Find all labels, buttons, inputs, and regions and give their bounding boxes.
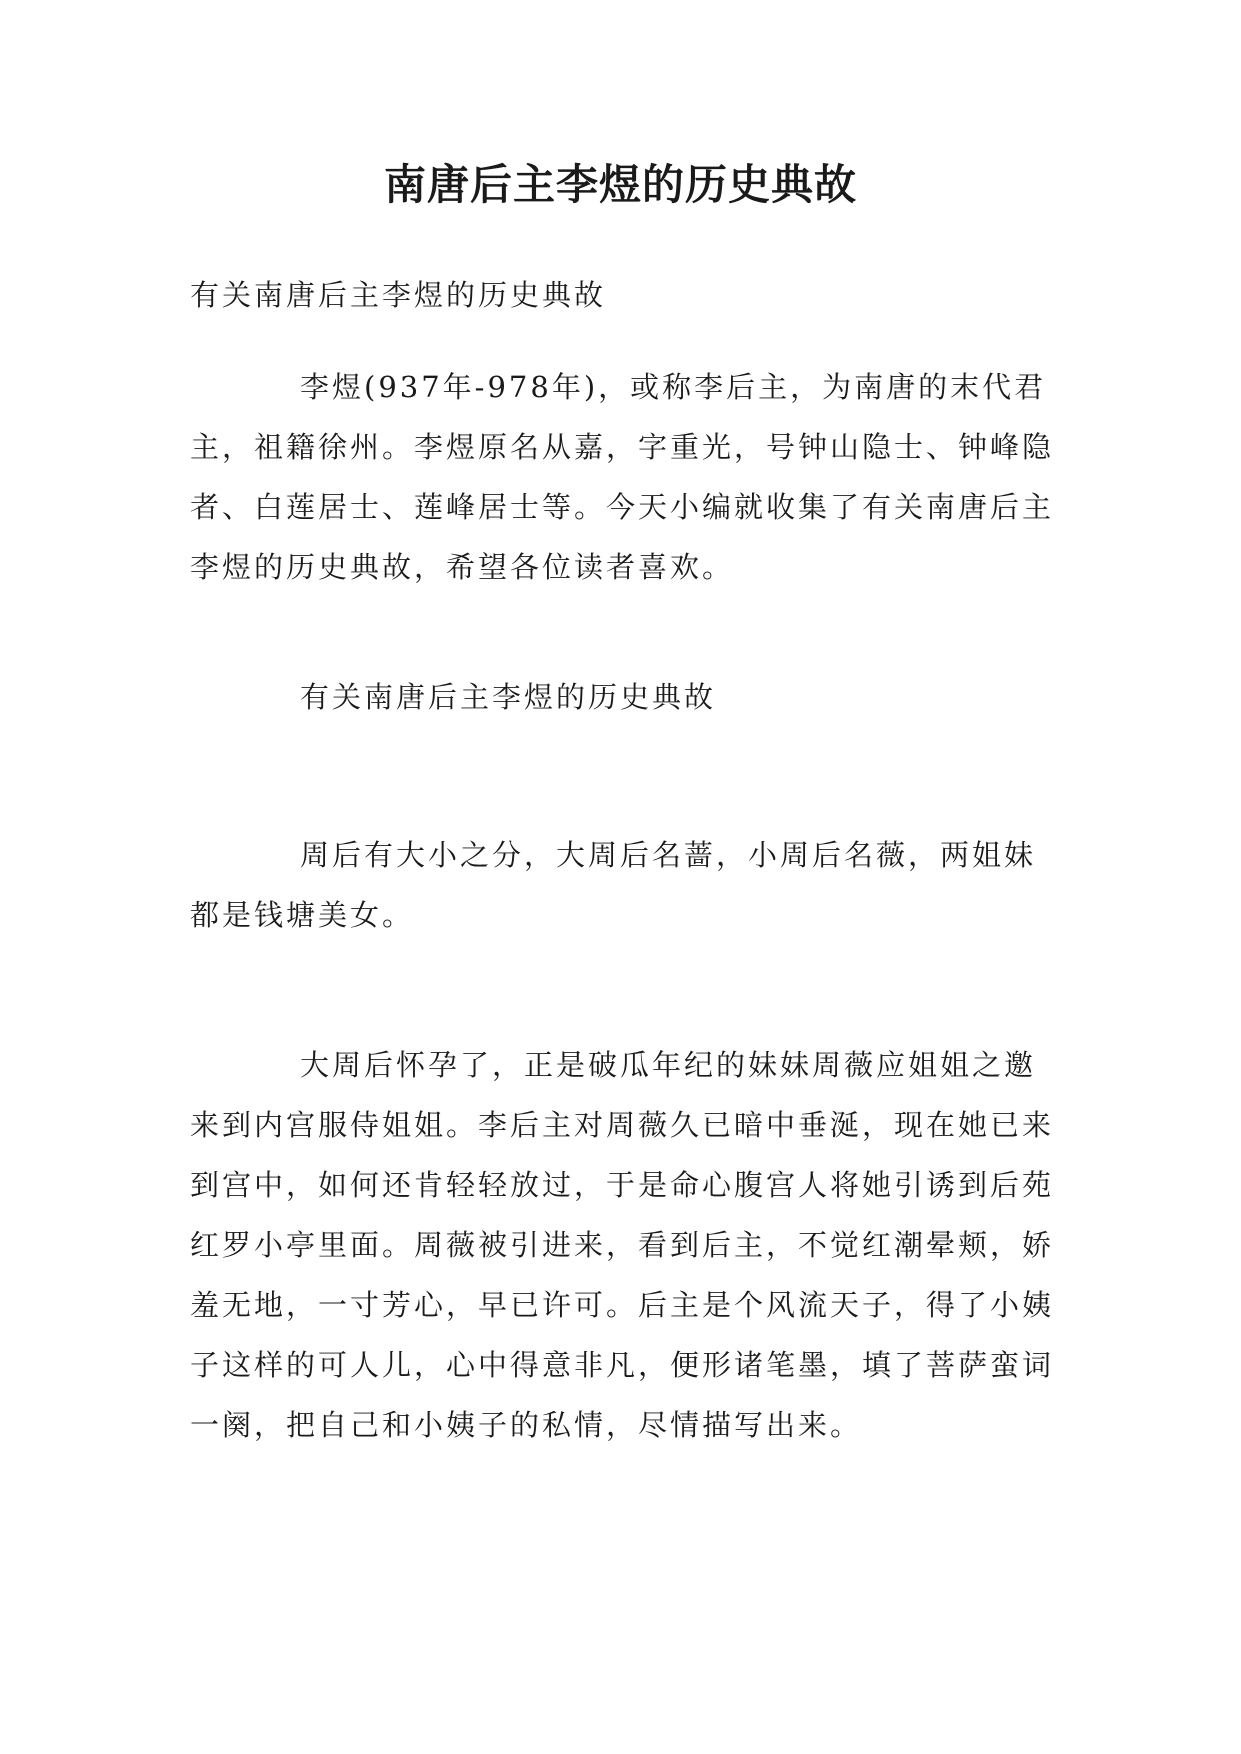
document-subtitle — [190, 265, 1065, 325]
paragraph-section-heading — [190, 667, 1065, 727]
subtitle-text: 有关南唐后主李煜的历史典故 — [190, 278, 607, 312]
document-title: 南唐后主李煜的历史典故 — [383, 160, 857, 209]
paragraph-text: 有关南唐后主李煜的历史典故 — [300, 680, 717, 714]
paragraph-text: 大周后怀孕了，正是破瓜年纪的妹妹周薇应姐姐之邀来到内宫服侍姐姐。李后主对周薇久已暗中垂涎，现在她已来到宫中，如何还肯轻轻放过，于是命心腹宫人将她引诱到后苑红罗小亭里面。周薇被引进来，看到后主，不觉红潮晕颊，娇羞无地，一寸芳心，早已许可。后主是个风流天子，得了小姨子这样的可人儿，心中得意非凡，便形诸笔墨，填了菩萨蛮词一阕，把自己和小姨子的私情，尽情描写出来。 — [190, 1048, 1055, 1442]
paragraph-story — [190, 1035, 1065, 1455]
paragraph-sisters — [190, 825, 1065, 945]
paragraph-text: 李煜(937年-978年)，或称李后主，为南唐的末代君主，祖籍徐州。李煜原名从嘉，字重光，号钟山隐士、钟峰隐者、白莲居士、莲峰居士等。今天小编就收集了有关南唐后主李煜的历史典故，希望各位读者喜欢。 — [190, 370, 1055, 584]
paragraph-intro — [190, 357, 1065, 597]
paragraph-text: 周后有大小之分，大周后名蔷，小周后名薇，两姐妹都是钱塘美女。 — [190, 838, 1037, 932]
